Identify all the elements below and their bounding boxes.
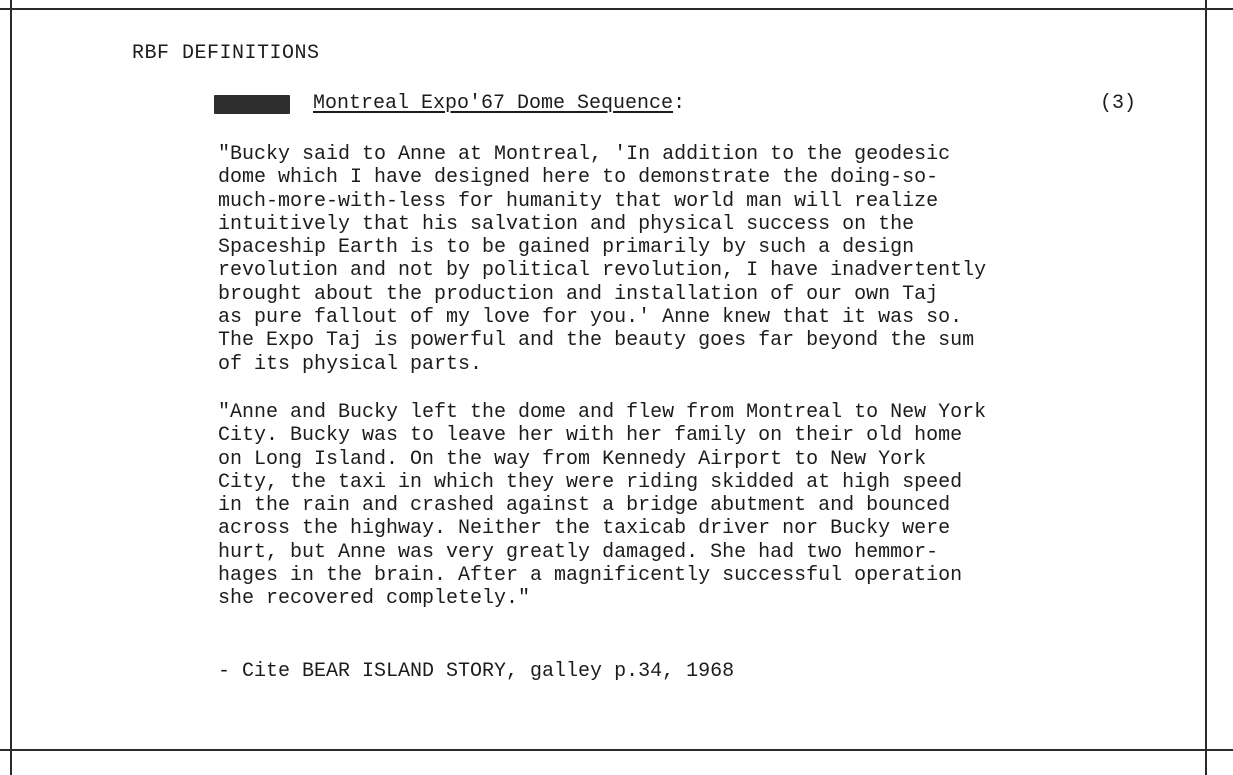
citation: - Cite BEAR ISLAND STORY, galley p.34, 1968 (218, 660, 735, 683)
card-right-border-lower (1205, 751, 1207, 775)
card-left-border-upper (10, 0, 12, 8)
section-title-colon: : (673, 92, 686, 115)
redaction-block (214, 95, 290, 114)
card-right-border-upper (1205, 0, 1207, 8)
section-title-text: Montreal Expo'67 Dome Sequence (313, 92, 674, 115)
section-title (313, 92, 685, 115)
index-card (10, 8, 1207, 751)
card-left-border-lower (10, 751, 12, 775)
page-number: (3) (1100, 92, 1137, 115)
quote-paragraph-1: "Bucky said to Anne at Montreal, 'In addition to the geodesic dome which I have designed here to demonstrate the doing-so- much-more-with-less for humanity that world man will realize intuitively that his salvation and physical success on the Spaceship Earth is to be gained primarily by such a design revolution and not by political revolution, I have inadvertently brought about the production and installation of our own Taj as pure fallout of my love for you.' Anne knew that it was so. The Expo Taj is powerful and the beauty goes far beyond the sum of its physical parts. (218, 143, 987, 376)
page-header: RBF DEFINITIONS (132, 42, 320, 65)
quote-paragraph-2: "Anne and Bucky left the dome and flew from Montreal to New York City. Bucky was to leave her with her family on their old home on Long Island. On the way from Kennedy Airport to New York City, the taxi in which they were riding skidded at high speed in the rain and crashed against a bridge abutment and bounced across the highway. Neither the taxicab driver nor Bucky were hurt, but Anne was very greatly damaged. She had two hemmor- hages in the brain. After a magnificently successful operation she recovered completely." (218, 401, 987, 611)
